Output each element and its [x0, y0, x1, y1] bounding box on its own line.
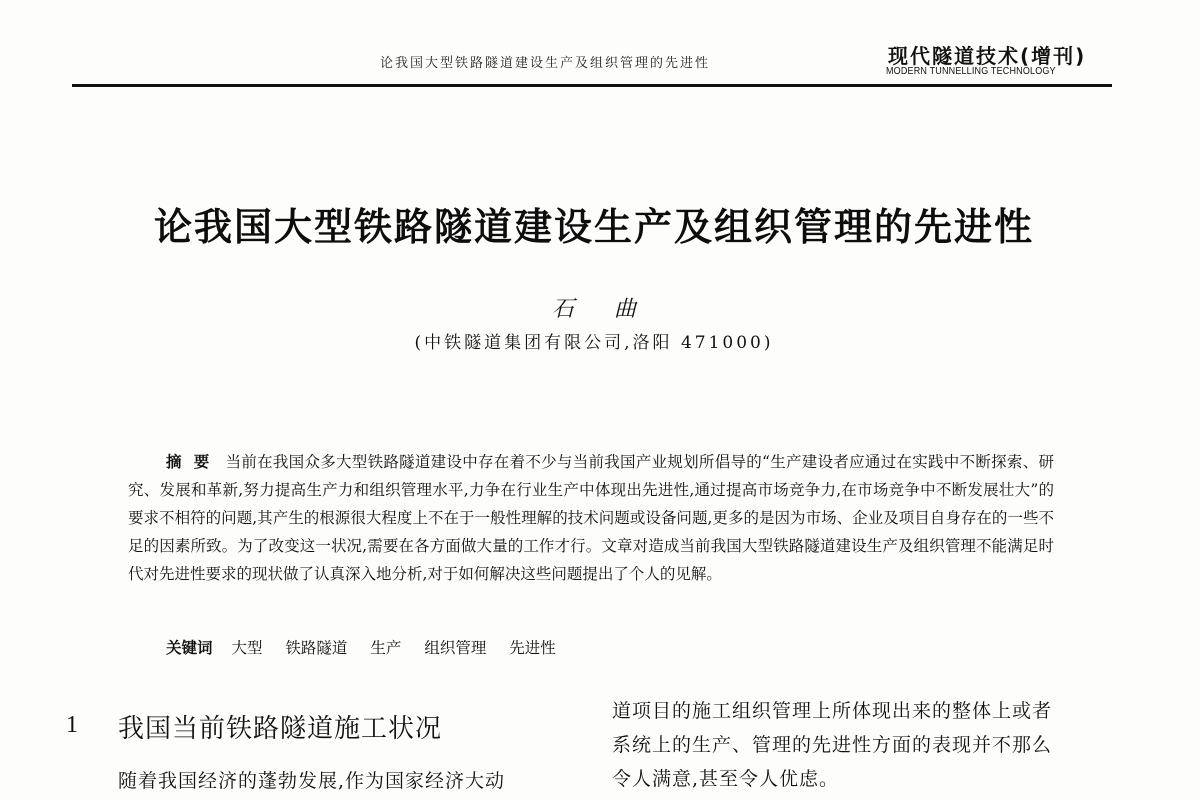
- keyword: 生产: [370, 639, 402, 657]
- keyword: 大型: [231, 639, 263, 657]
- author-affiliation: (中铁隧道集团有限公司,洛阳 471000): [414, 333, 774, 353]
- abstract: [128, 448, 1054, 588]
- keyword: 铁路隧道: [285, 639, 348, 657]
- keywords-label: 关键词: [166, 638, 213, 657]
- section-number: 1: [66, 712, 78, 738]
- journal-title-cn: 现代隧道技术(增刊): [888, 44, 1087, 68]
- paragraph-line: 随着我国经济的蓬勃发展,作为国家经济大动: [118, 770, 506, 792]
- paragraph-line: 系统上的生产、管理的先进性方面的表现并不那么: [612, 734, 1053, 756]
- header-rule: [72, 84, 1112, 87]
- author-name: 石曲: [551, 297, 676, 322]
- keyword: 组织管理: [424, 639, 487, 657]
- article-title: 论我国大型铁路隧道建设生产及组织管理的先进性: [153, 204, 1034, 249]
- body-text-left: [118, 764, 598, 798]
- abstract-text: 当前在我国众多大型铁路隧道建设中存在着不少与当前我国产业规划所倡导的“生产建设者应通过在实践中不断探索、研究、发展和革新,努力提高生产力和组织管理水平,力争在行业生产中体现出先进性,通过提高市场竞争力,在市场竞争中不断发展壮大”的要求不相符的问题,其产生的根源很大程度上不在于一般性理解的技术问题或设备问题,更多的是因为市场、企业及项目自身存在的一些不足的因素所致。为了改变这一状况,需要在各方面做大量的工作才行。文章对造成当前我国大型铁路隧道建设生产及组织管理不能满足时代对先进性要求的现状做了认真深入地分析,对于如何解决这些问题提出了个人的见解。: [128, 453, 1054, 583]
- keywords: [166, 636, 574, 658]
- paragraph-line: 道项目的施工组织管理上所体现出来的整体上或者: [612, 700, 1053, 722]
- right-column: [612, 694, 1112, 796]
- running-title: 论我国大型铁路隧道建设生产及组织管理的先进性: [380, 56, 711, 71]
- abstract-label: 摘要: [166, 452, 222, 471]
- journal-title-en: MODERN TUNNELLING TECHNOLOGY: [886, 66, 1056, 77]
- keyword: 先进性: [509, 639, 556, 657]
- section-heading: 我国当前铁路隧道施工状况: [118, 714, 443, 744]
- paragraph-line: 令人满意,甚至令人优虑。: [612, 768, 840, 790]
